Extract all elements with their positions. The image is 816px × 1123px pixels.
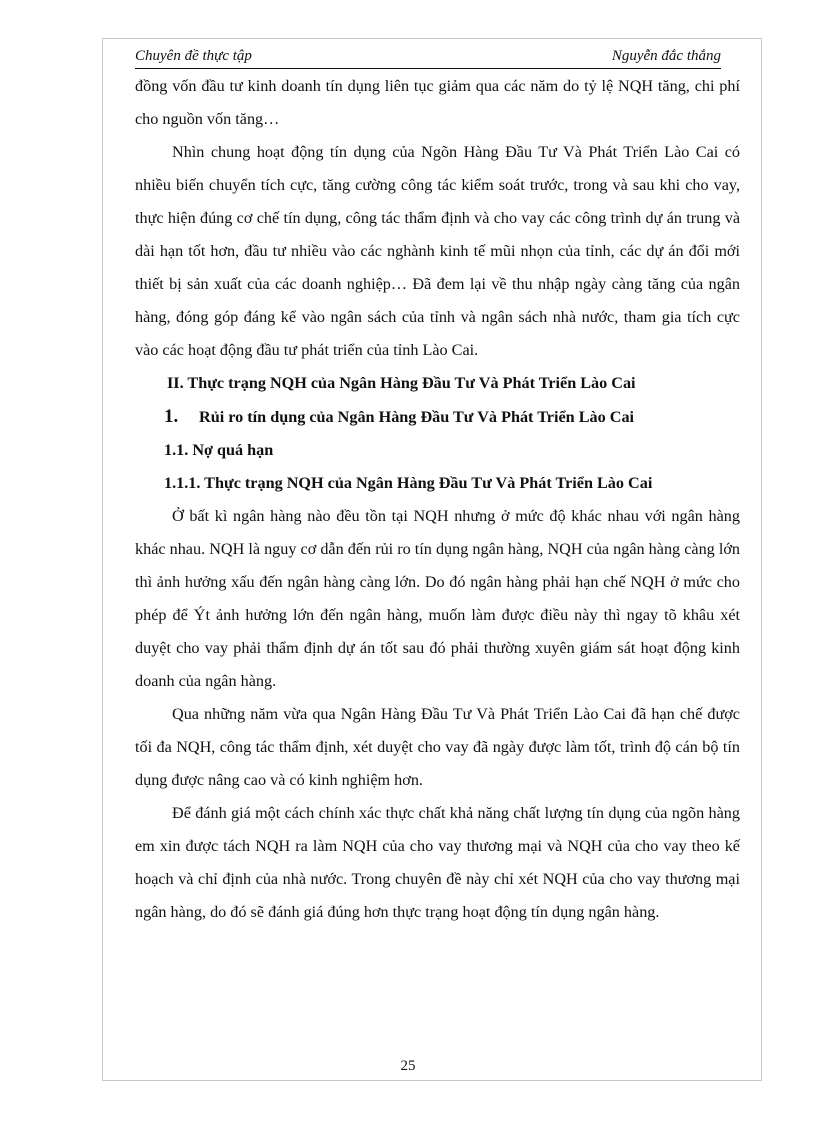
header-title: Chuyên đề thực tập bbox=[135, 48, 252, 64]
paragraph: Qua những năm vừa qua Ngân Hàng Đầu Tư Và Phát Triển Lào Cai đã hạn chế được tối đa NQH, công tác thẩm định, xét duyệt cho vay đã ngày được làm tốt, trình độ cán bộ tín dụng được nâng cao và có kinh nghiệm hơn. bbox=[135, 705, 740, 789]
page-number: 25 bbox=[400, 1058, 416, 1074]
section-heading: II. Thực trạng NQH của Ngân Hàng Đầu Tư Và Phát Triển Lào Cai bbox=[167, 374, 636, 392]
subsection-number: 1. bbox=[164, 406, 179, 427]
header-author: Nguyễn đắc thắng bbox=[611, 48, 721, 64]
subsection-title: Rủi ro tín dụng của Ngân Hàng Đầu Tư Và Phát Triển Lào Cai bbox=[199, 408, 635, 426]
subsubsection-heading: 1.1. Nợ quá hạn bbox=[164, 441, 274, 459]
subsubsubsection-heading: 1.1.1. Thực trạng NQH của Ngân Hàng Đầu Tư Và Phát Triển Lào Cai bbox=[164, 474, 653, 492]
paragraph: Để đánh giá một cách chính xác thực chất khả năng chất lượng tín dụng của ngõn hàng em xin được tách NQH ra làm NQH của cho vay thương mại và NQH của cho vay theo kế hoạch và chỉ định của nhà nước. Trong chuyên đề này chỉ xét NQH của cho vay thương mại ngân hàng, do đó sẽ đánh giá đúng hơn thực trạng hoạt động tín dụng ngân hàng. bbox=[135, 804, 740, 921]
page-header bbox=[135, 48, 721, 69]
paragraph: Ở bất kì ngân hàng nào đều tồn tại NQH nhưng ở mức độ khác nhau với ngân hàng khác nhau. NQH là nguy cơ dẫn đến rủi ro tín dụng ngân hàng, NQH của ngân hàng càng lớn thì ảnh hưởng xấu đến ngân hàng càng lớn. Do đó ngân hàng phải hạn chế NQH ở mức cho phép để Ýt ảnh hưởng lớn đến ngân hàng, muốn làm được điều này thì ngay tõ khâu xét duyệt cho vay phải thẩm định dự án tốt sau đó phải thường xuyên giám sát hoạt động kinh doanh của ngân hàng. bbox=[135, 507, 740, 690]
paragraph: đồng vốn đầu tư kinh doanh tín dụng liên tục giảm qua các năm do tỷ lệ NQH tăng, chi phí cho nguồn vốn tăng… bbox=[135, 77, 740, 128]
document-body bbox=[135, 70, 740, 929]
subsection-heading bbox=[135, 400, 740, 434]
paragraph: Nhìn chung hoạt động tín dụng của Ngõn Hàng Đầu Tư Và Phát Triển Lào Cai có nhiều biến chuyển tích cực, tăng cường công tác kiểm soát trước, trong và sau khi cho vay, thực hiện đúng cơ chế tín dụng, công tác thẩm định và cho vay các công trình dự án trung và dài hạn tốt hơn, đầu tư nhiều vào các nghành kinh tế mũi nhọn của tỉnh, các dự án đổi mới thiết bị sản xuất của các doanh nghiệp… Đã đem lại về thu nhập ngày càng tăng của ngân hàng, đóng góp đáng kể vào ngân sách của tỉnh và ngân sách nhà nước, tham gia tích cực vào các hoạt động đầu tư phát triển của tỉnh Lào Cai. bbox=[135, 143, 740, 359]
